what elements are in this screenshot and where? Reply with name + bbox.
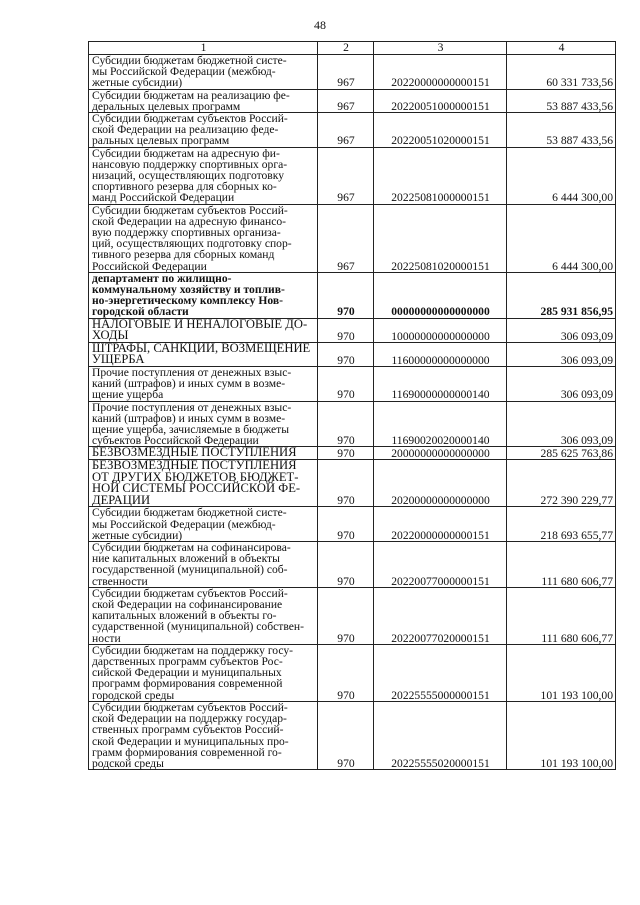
row-sum-cell: 306 093,09: [507, 401, 616, 447]
table-row: [89, 113, 616, 148]
budget-table: [88, 41, 616, 770]
row-sum-cell: 101 193 100,00: [507, 701, 616, 769]
row-admin-code-cell: 970: [318, 447, 374, 460]
table-row: [89, 587, 616, 644]
row-name-cell: Субсидии бюджетам субъектов Россий- ской Федерации на поддержку государ- ственных программ субъектов Россий- ской Федерации и муниципальных про- грамм формирования современной го- родской среды: [89, 701, 318, 769]
row-admin-code-cell: 970: [318, 507, 374, 542]
row-name-cell: БЕЗВОЗМЕЗДНЫЕ ПОСТУПЛЕНИЯ: [89, 447, 318, 460]
row-admin-code-cell: 970: [318, 644, 374, 701]
row-sum-cell: 111 680 606,77: [507, 542, 616, 588]
row-budget-code-cell: 11690020020000140: [374, 401, 507, 447]
row-admin-code-cell: 967: [318, 147, 374, 204]
row-sum-cell: 306 093,09: [507, 318, 616, 342]
row-name-cell: Прочие поступления от денежных взыс- каний (штрафов) и иных сумм в возме- щение ущерба: [89, 367, 318, 402]
row-budget-code-cell: 20220051020000151: [374, 113, 507, 148]
row-budget-code-cell: 20225081020000151: [374, 204, 507, 272]
row-sum-cell: 306 093,09: [507, 342, 616, 366]
row-sum-cell: 285 625 763,86: [507, 447, 616, 460]
row-budget-code-cell: 20220000000000151: [374, 507, 507, 542]
row-name-cell: Субсидии бюджетам субъектов Россий- ской Федерации на реализацию феде- ральных целевых программ: [89, 113, 318, 148]
row-sum-cell: 101 193 100,00: [507, 644, 616, 701]
row-sum-cell: 53 887 433,56: [507, 89, 616, 112]
row-name-cell: Субсидии бюджетам бюджетной систе- мы Российской Федерации (межбюд- жетные субсидии): [89, 507, 318, 542]
table-row: [89, 89, 616, 112]
header-col-4: 4: [507, 42, 616, 55]
row-sum-cell: 6 444 300,00: [507, 204, 616, 272]
table-row: [89, 644, 616, 701]
row-sum-cell: 306 093,09: [507, 367, 616, 402]
row-admin-code-cell: 970: [318, 367, 374, 402]
page-number: 48: [314, 18, 326, 32]
row-budget-code-cell: 20000000000000000: [374, 447, 507, 460]
row-name-cell: Субсидии бюджетам бюджетной систе- мы Российской Федерации (межбюд- жетные субсидии): [89, 55, 318, 90]
row-budget-code-cell: 20220077000000151: [374, 542, 507, 588]
table-row: [89, 272, 616, 318]
row-sum-cell: 6 444 300,00: [507, 147, 616, 204]
row-sum-cell: 272 390 229,77: [507, 460, 616, 507]
table-body: [89, 55, 616, 770]
row-budget-code-cell: 20200000000000000: [374, 460, 507, 507]
row-admin-code-cell: 967: [318, 113, 374, 148]
row-name-cell: Субсидии бюджетам на поддержку госу- дарственных программ субъектов Рос- сийской Федерации и муниципальных программ формирования современной городской среды: [89, 644, 318, 701]
row-name-cell: ШТРАФЫ, САНКЦИИ, ВОЗМЕЩЕНИЕ УЩЕРБА: [89, 342, 318, 366]
row-name-cell: НАЛОГОВЫЕ И НЕНАЛОГОВЫЕ ДО- ХОДЫ: [89, 318, 318, 342]
row-admin-code-cell: 970: [318, 542, 374, 588]
row-budget-code-cell: 11690000000000140: [374, 367, 507, 402]
row-budget-code-cell: 11600000000000000: [374, 342, 507, 366]
table-row: [89, 507, 616, 542]
row-sum-cell: 111 680 606,77: [507, 587, 616, 644]
table-row: [89, 147, 616, 204]
row-budget-code-cell: 20220000000000151: [374, 55, 507, 90]
row-admin-code-cell: 970: [318, 272, 374, 318]
row-budget-code-cell: 00000000000000000: [374, 272, 507, 318]
row-budget-code-cell: 20225081000000151: [374, 147, 507, 204]
row-admin-code-cell: 967: [318, 55, 374, 90]
table-row: [89, 460, 616, 507]
row-admin-code-cell: 970: [318, 401, 374, 447]
row-sum-cell: 53 887 433,56: [507, 113, 616, 148]
table-row: [89, 204, 616, 272]
table-header: [89, 42, 616, 55]
row-admin-code-cell: 970: [318, 587, 374, 644]
header-col-3: 3: [374, 42, 507, 55]
header-col-1: 1: [89, 42, 318, 55]
row-name-cell: Субсидии бюджетам на реализацию фе- деральных целевых программ: [89, 89, 318, 112]
row-budget-code-cell: 10000000000000000: [374, 318, 507, 342]
row-budget-code-cell: 20225555000000151: [374, 644, 507, 701]
row-sum-cell: 285 931 856,95: [507, 272, 616, 318]
row-name-cell: Субсидии бюджетам на софинансирова- ние капитальных вложений в объекты государственной (муниципальной) соб- ственности: [89, 542, 318, 588]
row-admin-code-cell: 970: [318, 318, 374, 342]
row-admin-code-cell: 967: [318, 204, 374, 272]
row-admin-code-cell: 970: [318, 342, 374, 366]
table-row: [89, 55, 616, 90]
header-col-2: 2: [318, 42, 374, 55]
row-admin-code-cell: 970: [318, 701, 374, 769]
row-budget-code-cell: 20220051000000151: [374, 89, 507, 112]
row-name-cell: Субсидии бюджетам субъектов Россий- ской Федерации на адресную финансо- вую поддержку спортивных организа- ций, осуществляющих подготовку спор- тивного резерва для сборных команд Российской Федерации: [89, 204, 318, 272]
row-budget-code-cell: 20220077020000151: [374, 587, 507, 644]
table-row: [89, 342, 616, 366]
header-row: [89, 42, 616, 55]
row-name-cell: Прочие поступления от денежных взыс- каний (штрафов) и иных сумм в возме- щение ущерба, зачисляемые в бюджеты субъектов Российской Федерации: [89, 401, 318, 447]
row-admin-code-cell: 970: [318, 460, 374, 507]
row-budget-code-cell: 20225555020000151: [374, 701, 507, 769]
table-row: [89, 318, 616, 342]
row-name-cell: Субсидии бюджетам на адресную фи- нансовую поддержку спортивных орга- низаций, осуществляющих подготовку спортивного резерва для сборных ко- манд Российской Федерации: [89, 147, 318, 204]
table-row: [89, 701, 616, 769]
row-name-cell: департамент по жилищно- коммунальному хозяйству и топлив- но-энергетическому комплексу Нов- городской области: [89, 272, 318, 318]
row-name-cell: Субсидии бюджетам субъектов Россий- ской Федерации на софинансирование капитальных вложений в объекты го- сударственной (муниципальной) собствен- ности: [89, 587, 318, 644]
row-name-cell: БЕЗВОЗМЕЗДНЫЕ ПОСТУПЛЕНИЯ ОТ ДРУГИХ БЮДЖЕТОВ БЮДЖЕТ- НОЙ СИСТЕМЫ РОССИЙСКОЙ ФЕ- ДЕРАЦИИ: [89, 460, 318, 507]
row-sum-cell: 218 693 655,77: [507, 507, 616, 542]
table-row: [89, 542, 616, 588]
table-row: [89, 401, 616, 447]
row-admin-code-cell: 967: [318, 89, 374, 112]
table-row: [89, 367, 616, 402]
row-sum-cell: 60 331 733,56: [507, 55, 616, 90]
